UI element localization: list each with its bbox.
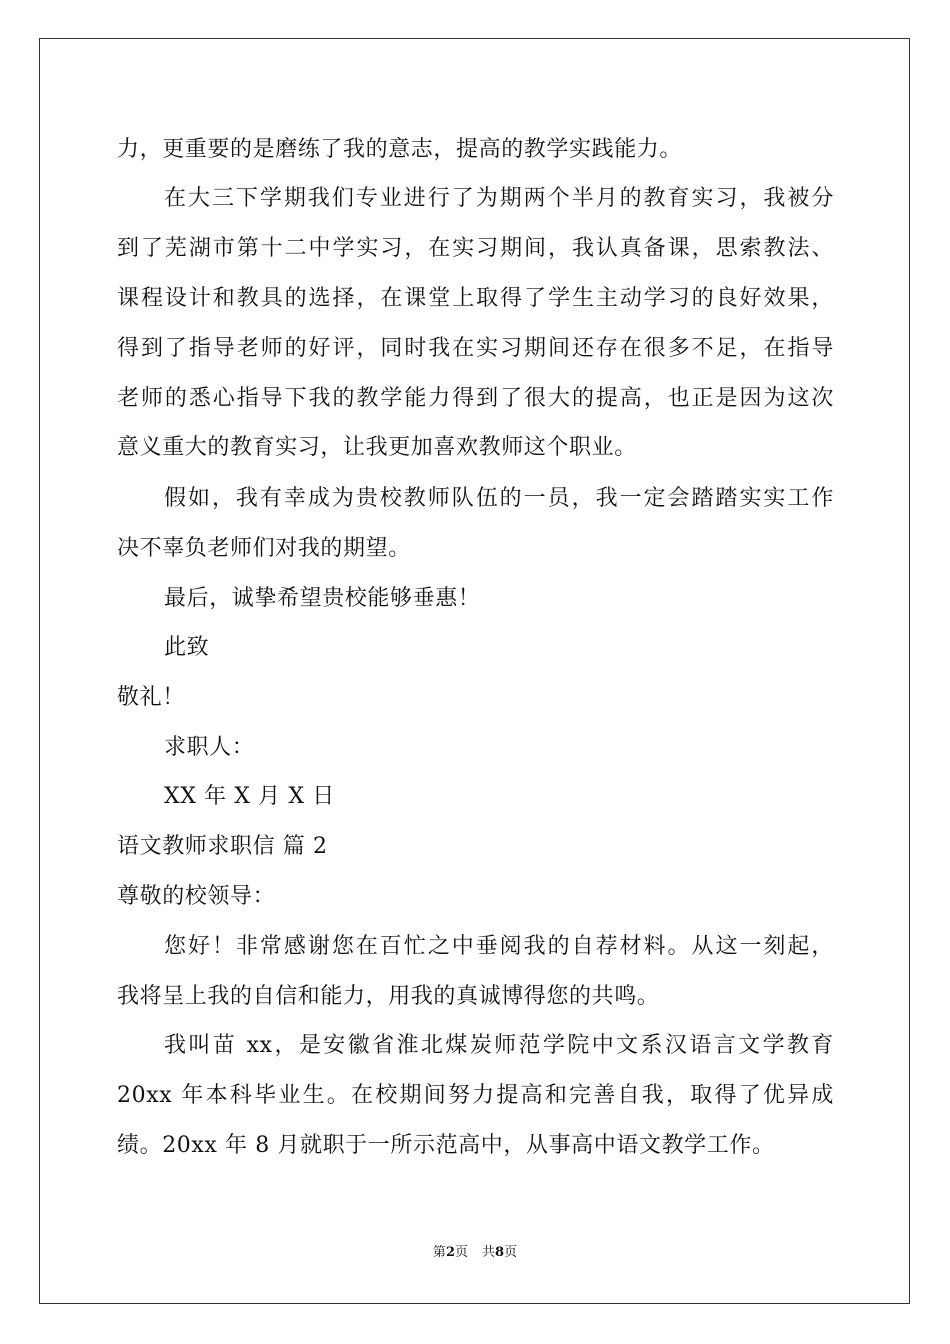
footer-page-prefix: 第 bbox=[432, 1245, 446, 1260]
footer-total-suffix: 页 bbox=[504, 1245, 518, 1260]
body-line-8: 假如，我有幸成为贵校教师队伍的一员，我一定会踏踏实实工作 bbox=[164, 486, 834, 511]
footer-page-suffix: 页 bbox=[454, 1245, 468, 1260]
body-line-19: 我叫苗 xx，是安徽省淮北煤炭师范学院中文系汉语言文学教育 bbox=[164, 1033, 834, 1058]
body-line-18: 我将呈上我的自信和能力，用我的真诚博得您的共鸣。 bbox=[117, 984, 660, 1009]
body-line-3: 到了芜湖市第十二中学实习，在实习期间，我认真备课，思索教法、 bbox=[117, 236, 834, 261]
body-line-2: 在大三下学期我们专业进行了为期两个半月的教育实习，我被分 bbox=[164, 186, 834, 211]
body-line-7: 意义重大的教育实习，让我更加喜欢教师这个职业。 bbox=[117, 435, 637, 460]
body-line-4: 课程设计和教具的选择，在课堂上取得了学生主动学习的良好效果， bbox=[117, 286, 834, 311]
footer-total-prefix: 共 bbox=[482, 1245, 496, 1260]
page-border bbox=[39, 38, 910, 1304]
signature-date: XX 年 X 月 X 日 bbox=[164, 784, 335, 809]
body-line-17: 您好！非常感谢您在百忙之中垂阅我的自荐材料。从这一刻起， bbox=[164, 934, 834, 959]
body-line-6: 老师的悉心指导下我的教学能力得到了很大的提高，也正是因为这次 bbox=[117, 386, 834, 411]
body-line-21: 绩。20xx 年 8 月就职于一所示范高中，从事高中语文教学工作。 bbox=[117, 1133, 775, 1158]
salutation: 尊敬的校领导： bbox=[117, 884, 276, 909]
body-line-1: 力，更重要的是磨练了我的意志，提高的教学实践能力。 bbox=[117, 137, 683, 162]
closing-wish: 最后，诚挚希望贵校能够垂惠！ bbox=[164, 586, 481, 611]
footer-page-total: 8 bbox=[495, 1245, 505, 1260]
closing-cizhi: 此致 bbox=[164, 635, 210, 660]
closing-jingli: 敬礼！ bbox=[117, 685, 185, 710]
section-heading: 语文教师求职信 篇 2 bbox=[117, 834, 328, 859]
body-line-5: 得到了指导老师的好评，同时我在实习期间还存在很多不足，在指导 bbox=[117, 336, 834, 361]
footer-page-current: 2 bbox=[445, 1245, 455, 1260]
page-footer bbox=[0, 1244, 950, 1262]
signature-label: 求职人： bbox=[164, 735, 255, 760]
body-line-20: 20xx 年本科毕业生。在校期间努力提高和完善自我，取得了优异成 bbox=[117, 1083, 834, 1108]
body-line-9: 决不辜负老师们对我的期望。 bbox=[117, 536, 411, 561]
